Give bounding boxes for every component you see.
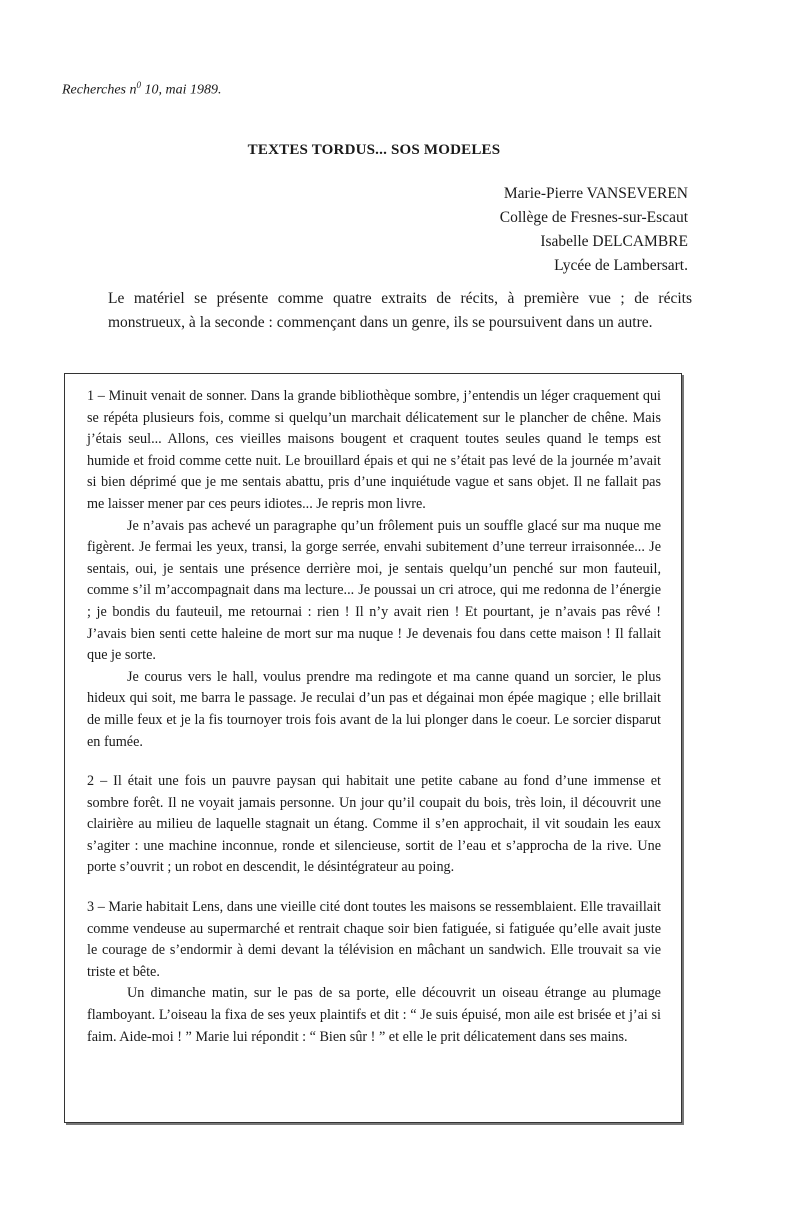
excerpt-2 <box>87 771 661 879</box>
excerpts-box <box>64 373 682 1123</box>
excerpt-1 <box>87 386 661 753</box>
citation-suffix: 10, mai 1989. <box>141 82 222 98</box>
author-name-2: Isabelle DELCAMBRE <box>540 233 688 250</box>
author-name-1: Marie-Pierre VANSEVEREN <box>503 185 688 202</box>
author-affiliation-2: Lycée de Lambersart. <box>554 257 688 274</box>
excerpt-2-paragraph-1: 2 – Il était une fois un pauvre paysan qui habitait une petite cabane au fond d’une immense et sombre forêt. Il ne voyait jamais personne. Un jour qu’il coupait du bois, très loin, il découvrit une clairière au milieu de laquelle stagnait un étang. Comme il s’en approchait, il vit soudain les eaux s’agiter : une machine inconnue, ronde et silencieuse, sortit de l’eau et s’approcha de la rive. Une porte s’ouvrit ; un robot en descendit, le désintégrateur au poing. <box>87 773 661 876</box>
authors-block <box>500 182 688 278</box>
excerpt-3 <box>87 897 661 1048</box>
excerpt-3-paragraph-1: 3 – Marie habitait Lens, dans une vieille cité dont toutes les maisons se ressemblaient. Elle travaillait comme vendeuse au supermarché et rentrait chaque soir bien fatiguée, si fatiguée qu’elle avait juste le courage de s’endormir à demi devant la télévision en mâchant un sandwich. Elle trouvait sa vie triste et bête. <box>87 899 661 980</box>
excerpt-1-paragraph-1: 1 – Minuit venait de sonner. Dans la grande bibliothèque sombre, j’entendis un léger craquement qui se répéta plusieurs fois, comme si quelqu’un marchait délicatement sur le plancher de chêne. Mais j’étais seul... Allons, ces vieilles maisons bougent et craquent toutes seules quand le temps est humide et froid comme cette nuit. Le brouillard épais et qui ne s’était pas levé de la journée m’avait si bien déprimé que je me sentais abattu, pris d’une inquiétude vague et sans objet. Il ne fallait pas me laisser mener par ces peurs idiotes... Je repris mon livre. <box>87 388 661 512</box>
journal-citation <box>62 80 222 99</box>
article-title: TEXTES TORDUS... SOS MODELES <box>247 142 501 158</box>
excerpt-1-paragraph-3: Je courus vers le hall, voulus prendre ma redingote et ma canne quand un sorcier, le plus hideux qui soit, me barra le passage. Je reculai d’un pas et dégainai mon épée magique ; elle brillait de mille feux et je la fis tournoyer trois fois avant de la lui plonger dans le coeur. Le sorcier disparut en fumée. <box>87 668 661 750</box>
intro-paragraph <box>108 287 692 335</box>
author-affiliation-1: Collège de Fresnes-sur-Escaut <box>499 209 688 226</box>
citation-superscript: 0 <box>136 80 141 90</box>
intro-text: Le matériel se présente comme quatre extraits de récits, à première vue ; de récits monstrueux, à la seconde : commençant dans un genre, ils se poursuivent dans un autre. <box>108 290 692 331</box>
citation-prefix: Recherches n <box>62 82 137 98</box>
excerpt-3-paragraph-2: Un dimanche matin, sur le pas de sa porte, elle découvrit un oiseau étrange au plumage flamboyant. L’oiseau la fixa de ses yeux plaintifs et dit : “ Je suis épuisé, mon aile est brisée et j’ai si faim. Aide-moi ! ” Marie lui répondit : “ Bien sûr ! ” et elle le prit délicatement dans ses mains. <box>87 985 661 1045</box>
excerpt-1-paragraph-2: Je n’avais pas achevé un paragraphe qu’un frôlement puis un souffle glacé sur ma nuque me figèrent. Je fermai les yeux, transi, la gorge serrée, envahi subitement d’une terreur irraisonnée... Je sentais, oui, je sentais une présence derrière moi, je sentais quelqu’un penché sur mon fauteuil, comme s’il m’accompagnait dans ma lecture... Je poussai un cri atroce, qui me redonna de l’énergie ; je bondis du fauteuil, me retournai : rien ! Il n’y avait rien ! Et pourtant, je n’avais pas rêvé ! J’avais bien senti cette haleine de mort sur ma nuque ! Je devenais fou dans cette maison ! Il fallait que je sorte. <box>87 517 661 664</box>
excerpts-content <box>87 386 661 1066</box>
